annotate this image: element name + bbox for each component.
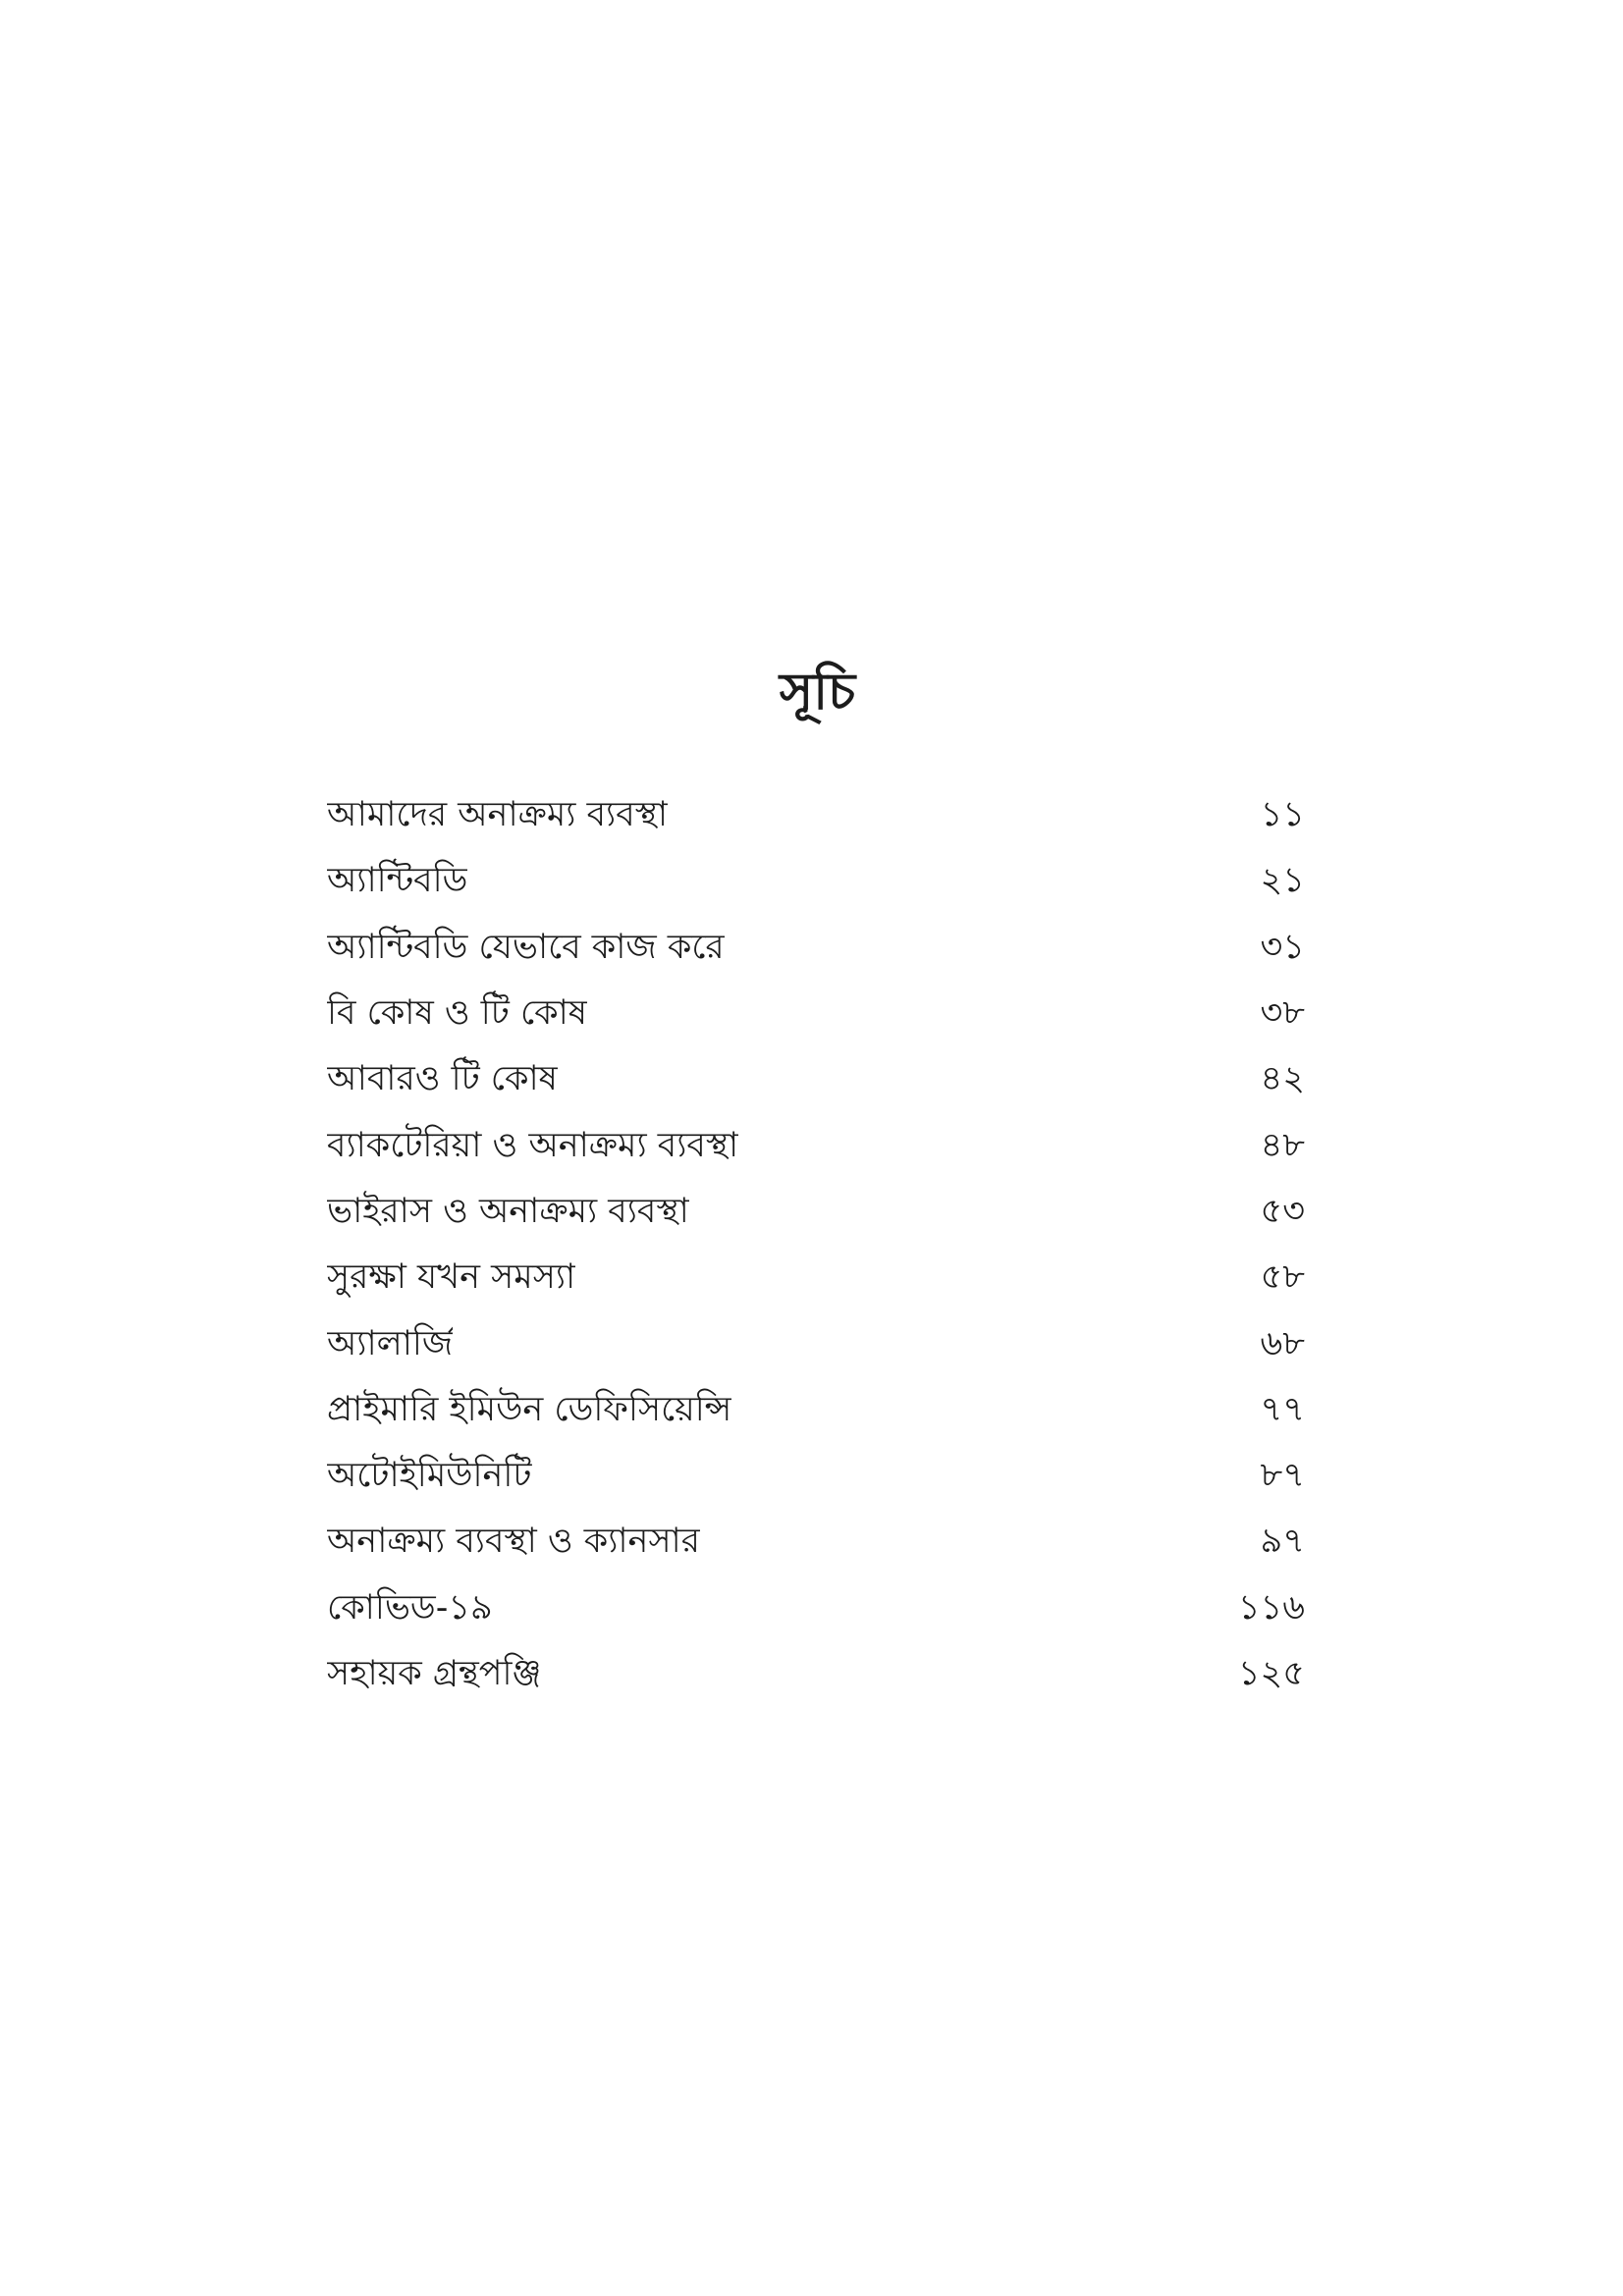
toc-entry — [327, 1509, 1305, 1575]
toc-entry-title: অ্যান্টিবডি যেভাবে কাজ করে — [327, 927, 725, 967]
toc-entry-title: বি কোষ ও টি কোষ — [327, 993, 588, 1034]
toc-entry-page: ৮৭ — [1260, 1456, 1305, 1496]
toc-entry-page: ১১৬ — [1237, 1587, 1305, 1628]
toc-entry-page: ৩১ — [1260, 927, 1305, 967]
toc-entry-title: আবারও টি কোষ — [327, 1059, 558, 1099]
toc-list — [327, 782, 1305, 1707]
toc-entry-title: অ্যান্টিবডি — [327, 861, 468, 901]
toc-entry-title: অটোইমিউনিটি — [327, 1456, 532, 1496]
toc-entry-page: ৩৮ — [1260, 993, 1305, 1034]
toc-entry-title: সহায়ক গ্রন্থপঞ্জি — [327, 1654, 542, 1693]
toc-entry — [327, 981, 1305, 1046]
toc-entry-page: ৪২ — [1260, 1059, 1305, 1099]
toc-entry — [327, 915, 1305, 981]
toc-entry-title: আমাদের অনাক্রম্য ব্যবস্থা — [327, 795, 668, 835]
toc-entry-page: ৫৮ — [1260, 1257, 1305, 1298]
toc-entry-title: অ্যালার্জি — [327, 1323, 454, 1363]
toc-entry — [327, 848, 1305, 914]
toc-entry-title: ব্যাকটেরিয়া ও অনাক্রম্য ব্যবস্থা — [327, 1125, 739, 1165]
toc-entry — [327, 1575, 1305, 1641]
toc-entry-page: ২১ — [1260, 861, 1305, 901]
toc-entry-page: ৪৮ — [1260, 1125, 1305, 1165]
toc-entry-title: কোভিড-১৯ — [327, 1587, 493, 1628]
toc-entry — [327, 782, 1305, 848]
toc-entry — [327, 1046, 1305, 1112]
toc-entry — [327, 1377, 1305, 1443]
toc-entry — [327, 1179, 1305, 1245]
toc-heading: সূচি — [779, 663, 856, 721]
toc-entry-title: প্রাইমারি ইমিউন ডেফিসিয়েন্সি — [327, 1389, 732, 1429]
toc-entry-page: ১১ — [1260, 795, 1305, 835]
toc-entry-page: ৬৮ — [1260, 1323, 1305, 1363]
toc-entry — [327, 1641, 1305, 1707]
toc-entry-title: অনাক্রম্য ব্যবস্থা ও ক্যানসার — [327, 1522, 700, 1562]
toc-entry-page: ৫৩ — [1260, 1191, 1305, 1231]
toc-entry-page: ৯৭ — [1260, 1522, 1305, 1562]
toc-entry — [327, 1245, 1305, 1310]
toc-entry — [327, 1443, 1305, 1509]
toc-entry-title: ভাইরাস ও অনাক্রম্য ব্যবস্থা — [327, 1191, 689, 1231]
toc-entry-title: সুরক্ষা যখন সমস্যা — [327, 1257, 576, 1298]
toc-entry-page: ১২৫ — [1237, 1654, 1305, 1693]
toc-entry — [327, 1112, 1305, 1178]
toc-entry-page: ৭৭ — [1260, 1389, 1305, 1429]
toc-entry — [327, 1310, 1305, 1376]
